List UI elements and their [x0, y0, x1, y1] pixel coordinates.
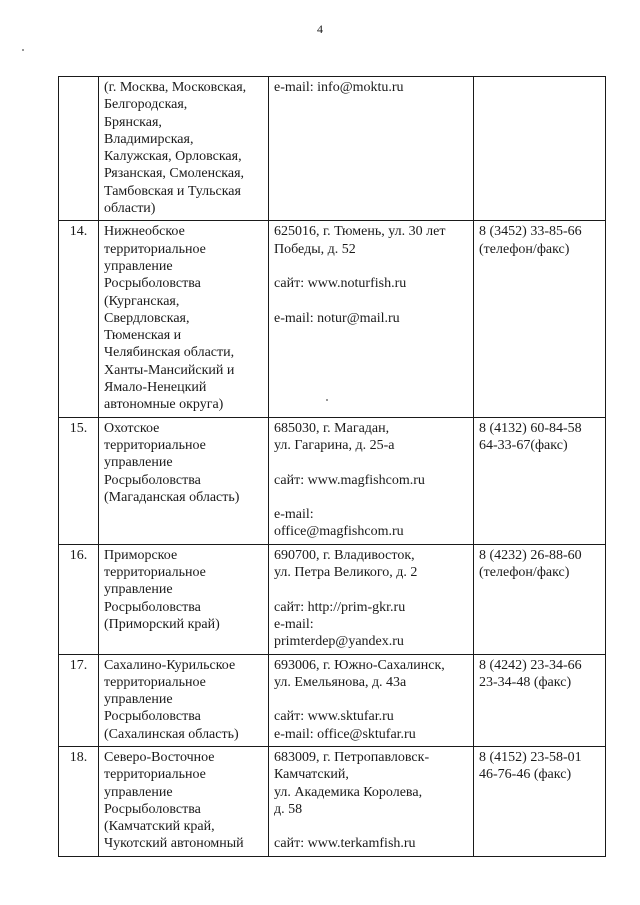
- office-name-cell: [99, 77, 269, 221]
- phone-cell: [474, 417, 606, 544]
- office-name-line: Охотское: [104, 420, 160, 436]
- spacer: [274, 489, 468, 506]
- contact-cell: [269, 746, 474, 856]
- table-row: [59, 417, 606, 544]
- email-address[interactable]: office@magfishcom.ru: [274, 524, 404, 540]
- office-name-line: Северо-Восточное: [104, 749, 215, 765]
- email-address[interactable]: notur@mail.ru: [317, 310, 400, 326]
- email-address[interactable]: primterdep@yandex.ru: [274, 634, 404, 650]
- email-label: e-mail:: [274, 507, 314, 523]
- office-name-line: Росрыболовства: [104, 709, 201, 725]
- table-row: [59, 221, 606, 417]
- website-line[interactable]: сайт: www.noturfish.ru: [274, 276, 407, 292]
- phone-cell: [474, 221, 606, 417]
- address-line: Победы, д. 52: [274, 241, 356, 257]
- address-line: Камчатский,: [274, 767, 349, 783]
- office-name-cell: [99, 544, 269, 654]
- office-name-line: области): [104, 201, 156, 217]
- office-name-line: Тюменская и: [104, 328, 182, 344]
- table-row: [59, 544, 606, 654]
- email-label: e-mail:: [274, 616, 314, 632]
- office-name-line: Челябинская области,: [104, 345, 235, 361]
- phone-line: 64-33-67(факс): [479, 437, 568, 453]
- office-name-line: (Сахалинская область): [104, 726, 239, 742]
- address-line: ул. Гагарина, д. 25-а: [274, 437, 395, 453]
- website-line[interactable]: сайт: www.terkamfish.ru: [274, 836, 416, 852]
- office-name-line: Свердловская,: [104, 310, 190, 326]
- row-number: 15.: [59, 417, 99, 544]
- row-number: 17.: [59, 654, 99, 746]
- office-name-cell: [99, 746, 269, 856]
- table-row: [59, 654, 606, 746]
- office-name-line: Росрыболовства: [104, 599, 201, 615]
- spacer: [274, 293, 468, 310]
- office-name-line: (г. Москва, Московская,: [104, 80, 247, 95]
- office-name-line: управление: [104, 455, 173, 471]
- office-name-line: (Курганская,: [104, 293, 180, 309]
- contact-cell: [269, 417, 474, 544]
- spacer: [274, 581, 468, 598]
- office-name-line: Тамбовская и Тульская: [104, 183, 241, 199]
- row-number: 14.: [59, 221, 99, 417]
- office-name-line: Росрыболовства: [104, 276, 201, 292]
- office-name-line: (Приморский край): [104, 616, 220, 632]
- scan-speck: [22, 49, 24, 51]
- office-name-cell: [99, 654, 269, 746]
- table-row: [59, 746, 606, 856]
- office-name-line: Калужская, Орловская,: [104, 149, 242, 165]
- email-label: e-mail:: [274, 80, 318, 95]
- row-number: 18.: [59, 746, 99, 856]
- email-label: e-mail:: [274, 310, 318, 326]
- office-name-line: управление: [104, 582, 173, 598]
- address-line: д. 58: [274, 801, 303, 817]
- office-name-line: (Камчатский край,: [104, 819, 215, 835]
- office-name-line: Росрыболовства: [104, 801, 201, 817]
- office-name-line: Нижнеобское: [104, 224, 185, 240]
- address-line: ул. Емельянова, д. 43а: [274, 674, 407, 690]
- phone-cell: [474, 544, 606, 654]
- office-name-line: Росрыболовства: [104, 472, 201, 488]
- address-line: ул. Академика Королева,: [274, 784, 423, 800]
- address-line: 690700, г. Владивосток,: [274, 547, 415, 563]
- office-name-line: территориальное: [104, 767, 206, 783]
- row-number: 16.: [59, 544, 99, 654]
- phone-line: 8 (4152) 23-58-01: [479, 749, 582, 765]
- office-name-cell: [99, 221, 269, 417]
- office-name-line: автономные округа): [104, 397, 224, 413]
- email-address[interactable]: info@moktu.ru: [317, 80, 404, 95]
- page-number: 4: [317, 22, 323, 36]
- contact-cell: [269, 544, 474, 654]
- office-name-cell: [99, 417, 269, 544]
- phone-line: 46-76-46 (факс): [479, 767, 572, 783]
- office-name-line: Белгородская,: [104, 97, 188, 113]
- website-line[interactable]: сайт: http://prim-gkr.ru: [274, 599, 406, 615]
- contact-cell: [269, 221, 474, 417]
- office-name-line: территориальное: [104, 241, 206, 257]
- address-line: 625016, г. Тюмень, ул. 30 лет: [274, 224, 446, 240]
- phone-cell: [474, 654, 606, 746]
- phone-cell: [474, 77, 606, 221]
- contact-cell: [269, 654, 474, 746]
- address-line: 693006, г. Южно-Сахалинск,: [274, 657, 445, 673]
- contact-cell: [269, 77, 474, 221]
- office-name-line: Владимирская,: [104, 131, 194, 147]
- phone-line: 8 (4132) 60-84-58: [479, 420, 582, 436]
- spacer: [274, 818, 468, 835]
- office-name-line: территориальное: [104, 674, 206, 690]
- office-name-line: территориальное: [104, 437, 206, 453]
- phone-line: 8 (4242) 23-34-66: [479, 657, 582, 673]
- office-name-line: Рязанская, Смоленская,: [104, 166, 245, 182]
- website-line[interactable]: сайт: www.sktufar.ru: [274, 709, 394, 725]
- phone-line: 8 (3452) 33-85-66: [479, 224, 582, 240]
- phone-line: 8 (4232) 26-88-60: [479, 547, 582, 563]
- office-name-line: Сахалино-Курильское: [104, 657, 236, 673]
- address-line: ул. Петра Великого, д. 2: [274, 565, 418, 581]
- row-number: [59, 77, 99, 221]
- spacer: [274, 454, 468, 471]
- email-line: [274, 79, 468, 96]
- office-name-line: (Магаданская область): [104, 489, 240, 505]
- website-line[interactable]: сайт: www.magfishcom.ru: [274, 472, 425, 488]
- address-line: 685030, г. Магадан,: [274, 420, 390, 436]
- address-line: 683009, г. Петропавловск-: [274, 749, 430, 765]
- table-row: [59, 77, 606, 221]
- phone-line: 23-34-48 (факс): [479, 674, 572, 690]
- phone-line: (телефон/факс): [479, 565, 570, 581]
- office-name-line: территориальное: [104, 565, 206, 581]
- email-address[interactable]: office@sktufar.ru: [317, 726, 416, 742]
- email-line: [274, 726, 468, 743]
- spacer: [274, 258, 468, 275]
- office-name-line: управление: [104, 784, 173, 800]
- email-label: e-mail:: [274, 726, 318, 742]
- offices-table: [58, 76, 606, 857]
- phone-line: (телефон/факс): [479, 241, 570, 257]
- office-name-line: управление: [104, 692, 173, 708]
- office-name-line: Ямало-Ненецкий: [104, 380, 207, 396]
- email-line: [274, 310, 468, 327]
- phone-cell: [474, 746, 606, 856]
- office-name-line: Приморское: [104, 547, 178, 563]
- office-name-line: Чукотский автономный: [104, 836, 244, 852]
- spacer: [274, 691, 468, 708]
- office-name-line: Ханты-Мансийский и: [104, 362, 235, 378]
- office-name-line: управление: [104, 258, 173, 274]
- office-name-line: Брянская,: [104, 114, 162, 130]
